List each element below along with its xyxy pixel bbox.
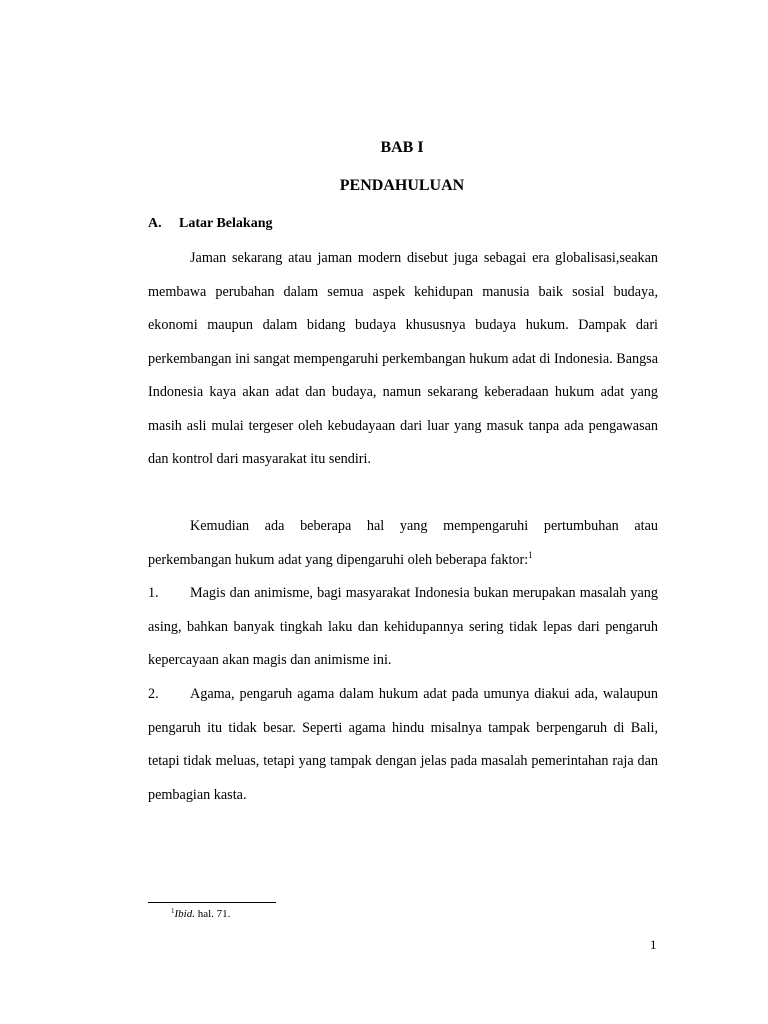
- footnote-separator: [148, 902, 276, 903]
- footnote-marker: 1: [171, 907, 175, 915]
- footnote-page-ref: hal. 71.: [194, 908, 231, 920]
- list-item-text: Magis dan animisme, bagi masyarakat Indonesia bukan merupakan masalah yang asing, bahkan banyak tingkah laku dan kehidupannya sering tidak lepas dari pengaruh kepercayaan akan magis dan animisme ini.: [148, 585, 658, 668]
- paragraph-factors-text: Kemudian ada beberapa hal yang mempengaruhi pertumbuhan atau perkembangan hukum adat yang dipengaruhi oleh beberapa faktor:: [148, 518, 658, 568]
- list-item-number: 1.: [148, 585, 159, 601]
- section-heading: [148, 216, 272, 232]
- footnote: [171, 908, 230, 920]
- chapter-label: BAB I: [380, 139, 424, 156]
- paragraph-background: Jaman sekarang atau jaman modern disebut juga sebagai era globalisasi,seakan membawa perubahan dalam semua aspek kehidupan manusia baik sosial budaya, ekonomi maupun dalam bidang budaya khususnya budaya hukum. Dampak dari perkembangan ini sangat mempengaruhi perkembangan hukum adat di Indonesia. Bangsa Indonesia kaya akan adat dan budaya, namun sekarang keberadaan hukum adat yang masih asli mulai tergeser oleh kebudayaan dari luar yang masuk tanpa ada pengawasan dan kontrol dari masyarakat itu sendiri.: [148, 250, 658, 467]
- chapter-title: PENDAHULUAN: [339, 177, 465, 194]
- section-title: Latar Belakang: [179, 216, 273, 231]
- section-number: A.: [148, 216, 162, 231]
- list-item: [148, 577, 658, 678]
- footnote-reference[interactable]: 1: [528, 549, 533, 560]
- list-item-text: Agama, pengaruh agama dalam hukum adat pada umunya diakui ada, walaupun pengaruh itu tidak besar. Seperti agama hindu misalnya tampak berpengaruh di Bali, tetapi tidak meluas, tetapi yang tampak dengan jelas pada masalah pemerintahan raja dan pembagian kasta.: [148, 686, 658, 803]
- page-number: 1: [650, 937, 657, 952]
- footnote-source: Ibid.: [174, 908, 195, 920]
- list-item-number: 2.: [148, 686, 159, 702]
- list-item: [148, 678, 658, 812]
- paragraph-factors-intro: [148, 510, 658, 577]
